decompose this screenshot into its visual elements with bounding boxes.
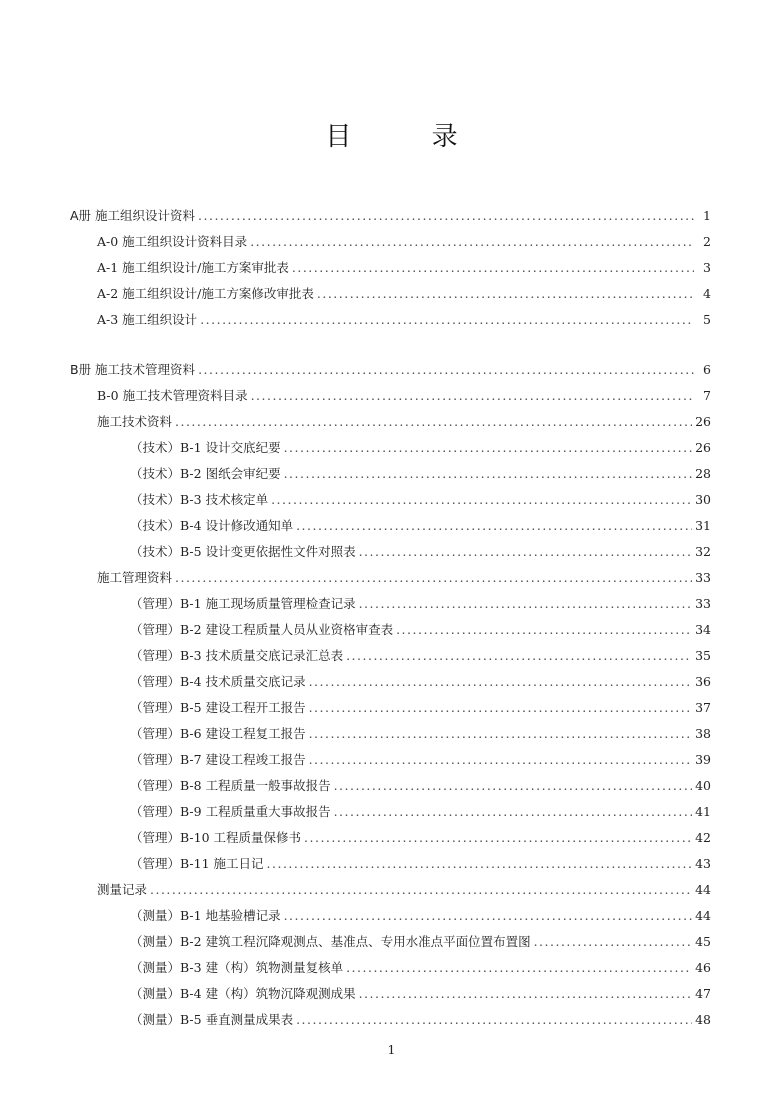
- toc-entry-page: 44: [695, 882, 711, 897]
- dot-leader: [317, 286, 694, 302]
- toc-entry[interactable]: [130, 856, 711, 872]
- toc-entry[interactable]: [130, 804, 711, 820]
- toc-entry-label: 施工技术资料: [97, 414, 173, 429]
- toc-entry-label: A-0 施工组织设计资料目录: [97, 234, 248, 249]
- toc-entry-label: （管理）B-8 工程质量一般事故报告: [130, 778, 331, 793]
- dot-leader: [198, 208, 694, 224]
- dot-leader: [175, 414, 692, 430]
- toc-entry-page: 44: [695, 908, 711, 923]
- toc-entry-page: 5: [703, 312, 711, 327]
- toc-entry-page: 46: [695, 960, 711, 975]
- toc-entry-label: （管理）B-11 施工日记: [130, 856, 264, 871]
- toc-entry[interactable]: [130, 622, 711, 638]
- toc-entry[interactable]: [130, 1012, 711, 1028]
- toc-entry[interactable]: [130, 648, 711, 664]
- dot-leader: [296, 518, 692, 534]
- toc-entry-page: 43: [695, 856, 711, 871]
- toc-entry-label: （技术）B-4 设计修改通知单: [130, 518, 294, 533]
- toc-entry[interactable]: [97, 260, 711, 276]
- toc-entry[interactable]: [130, 544, 711, 560]
- dot-leader: [346, 960, 692, 976]
- dot-leader: [284, 440, 693, 456]
- toc-entry-label: （测量）B-5 垂直测量成果表: [130, 1012, 294, 1027]
- toc-entry[interactable]: [130, 986, 711, 1002]
- toc-entry-page: 3: [703, 260, 711, 275]
- toc-entry[interactable]: [97, 286, 711, 302]
- toc-entry-label: 施工管理资料: [97, 570, 173, 585]
- dot-leader: [284, 466, 693, 482]
- toc-entry-page: 32: [695, 544, 711, 559]
- toc-entry-book-a[interactable]: [70, 208, 711, 224]
- toc-entry-label: （测量）B-4 建（构）筑物沉降观测成果: [130, 986, 356, 1001]
- toc-entry-page: 37: [695, 700, 711, 715]
- toc-entry-page: 38: [695, 726, 711, 741]
- toc-section-entry[interactable]: [97, 882, 711, 898]
- dot-leader: [198, 362, 694, 378]
- toc-entry-page: 36: [695, 674, 711, 689]
- toc-entry-page: 26: [695, 440, 711, 455]
- toc-entry[interactable]: [130, 518, 711, 534]
- dot-leader: [359, 596, 693, 612]
- dot-leader: [334, 804, 693, 820]
- toc-entry[interactable]: [130, 934, 711, 950]
- dot-leader: [309, 752, 693, 768]
- toc-entry-page: 34: [695, 622, 711, 637]
- toc-entry-label: （管理）B-1 施工现场质量管理检查记录: [130, 596, 356, 611]
- toc-entry[interactable]: [130, 908, 711, 924]
- toc-entry-label: （测量）B-2 建筑工程沉降观测点、基准点、专用水准点平面位置布置图: [130, 934, 531, 949]
- toc-entry[interactable]: [130, 960, 711, 976]
- toc-entry-page: 7: [703, 388, 711, 403]
- dot-leader: [346, 648, 692, 664]
- toc-entry-page: 41: [695, 804, 711, 819]
- toc-entry-page: 30: [695, 492, 711, 507]
- toc-entry-label: A-1 施工组织设计/施工方案审批表: [97, 260, 289, 275]
- toc-entry-label: 测量记录: [97, 882, 148, 897]
- toc-entry-page: 26: [695, 414, 711, 429]
- dot-leader: [534, 934, 693, 950]
- dot-leader: [251, 388, 694, 404]
- toc-entry-label: （管理）B-2 建设工程质量人员从业资格审查表: [130, 622, 394, 637]
- dot-leader: [309, 674, 693, 690]
- toc-entry-label: A-3 施工组织设计: [97, 312, 198, 327]
- toc-entry[interactable]: [130, 674, 711, 690]
- dot-leader: [359, 986, 693, 1002]
- toc-entry-page: 47: [695, 986, 711, 1001]
- dot-leader: [150, 882, 692, 898]
- dot-leader: [175, 570, 692, 586]
- toc-entry[interactable]: [130, 778, 711, 794]
- dot-leader: [304, 830, 692, 846]
- toc-entry[interactable]: [130, 752, 711, 768]
- dot-leader: [334, 778, 693, 794]
- toc-entry-label: （测量）B-3 建（构）筑物测量复核单: [130, 960, 344, 975]
- dot-leader: [296, 1012, 692, 1028]
- toc-entry[interactable]: [130, 700, 711, 716]
- toc-entry-page: 2: [703, 234, 711, 249]
- toc-entry-label: （技术）B-2 图纸会审纪要: [130, 466, 281, 481]
- toc-entry-page: 40: [695, 778, 711, 793]
- toc-entry-page: 6: [703, 362, 711, 377]
- dot-leader: [309, 726, 693, 742]
- dot-leader: [309, 700, 693, 716]
- toc-entry-label: A册 施工组织设计资料: [70, 208, 196, 223]
- toc-entry-label: （管理）B-5 建设工程开工报告: [130, 700, 306, 715]
- toc-entry-page: 48: [695, 1012, 711, 1027]
- toc-section-entry[interactable]: [97, 414, 711, 430]
- toc-entry-label: A-2 施工组织设计/施工方案修改审批表: [97, 286, 314, 301]
- toc-entry[interactable]: [130, 726, 711, 742]
- toc-entry-label: （管理）B-3 技术质量交底记录汇总表: [130, 648, 344, 663]
- page-title: 目 录: [325, 122, 494, 152]
- toc-entry[interactable]: [130, 492, 711, 508]
- toc-section-entry[interactable]: [97, 570, 711, 586]
- toc-entry-label: （管理）B-10 工程质量保修书: [130, 830, 302, 845]
- dot-leader: [359, 544, 693, 560]
- toc-entry-page: 28: [695, 466, 711, 481]
- toc-entry-page: 39: [695, 752, 711, 767]
- dot-leader: [284, 908, 693, 924]
- toc-entry[interactable]: [97, 234, 711, 250]
- dot-leader: [292, 260, 694, 276]
- toc-entry[interactable]: [130, 466, 711, 482]
- toc-entry-label: B册 施工技术管理资料: [70, 362, 196, 377]
- toc-entry-page: 33: [695, 570, 711, 585]
- toc-entry-page: 35: [695, 648, 711, 663]
- dot-leader: [200, 312, 694, 328]
- page-number: 1: [387, 1042, 396, 1057]
- toc-entry-label: （技术）B-1 设计交底纪要: [130, 440, 281, 455]
- toc-entry-label: （管理）B-7 建设工程竣工报告: [130, 752, 306, 767]
- toc-entry-label: （测量）B-1 地基验槽记录: [130, 908, 281, 923]
- dot-leader: [271, 492, 692, 508]
- toc-entry-page: 31: [695, 518, 711, 533]
- toc-entry-page: 4: [703, 286, 711, 301]
- toc-entry-page: 1: [703, 208, 711, 223]
- toc-entry[interactable]: [97, 388, 711, 404]
- toc-entry-page: 42: [695, 830, 711, 845]
- toc-entry-page: 45: [695, 934, 711, 949]
- toc-entry-label: （技术）B-3 技术核定单: [130, 492, 269, 507]
- toc-entry-book-b[interactable]: [70, 362, 711, 378]
- toc-entry[interactable]: [130, 830, 711, 846]
- toc-entry-page: 33: [695, 596, 711, 611]
- dot-leader: [396, 622, 692, 638]
- toc-entry-label: （技术）B-5 设计变更依据性文件对照表: [130, 544, 356, 559]
- toc-entry[interactable]: [130, 596, 711, 612]
- toc-entry-label: B-0 施工技术管理资料目录: [97, 388, 248, 403]
- toc-entry[interactable]: [130, 440, 711, 456]
- dot-leader: [267, 856, 693, 872]
- dot-leader: [250, 234, 694, 250]
- toc-entry-label: （管理）B-6 建设工程复工报告: [130, 726, 306, 741]
- toc-entry-label: （管理）B-9 工程质量重大事故报告: [130, 804, 331, 819]
- toc-entry-label: （管理）B-4 技术质量交底记录: [130, 674, 306, 689]
- toc-entry[interactable]: [97, 312, 711, 328]
